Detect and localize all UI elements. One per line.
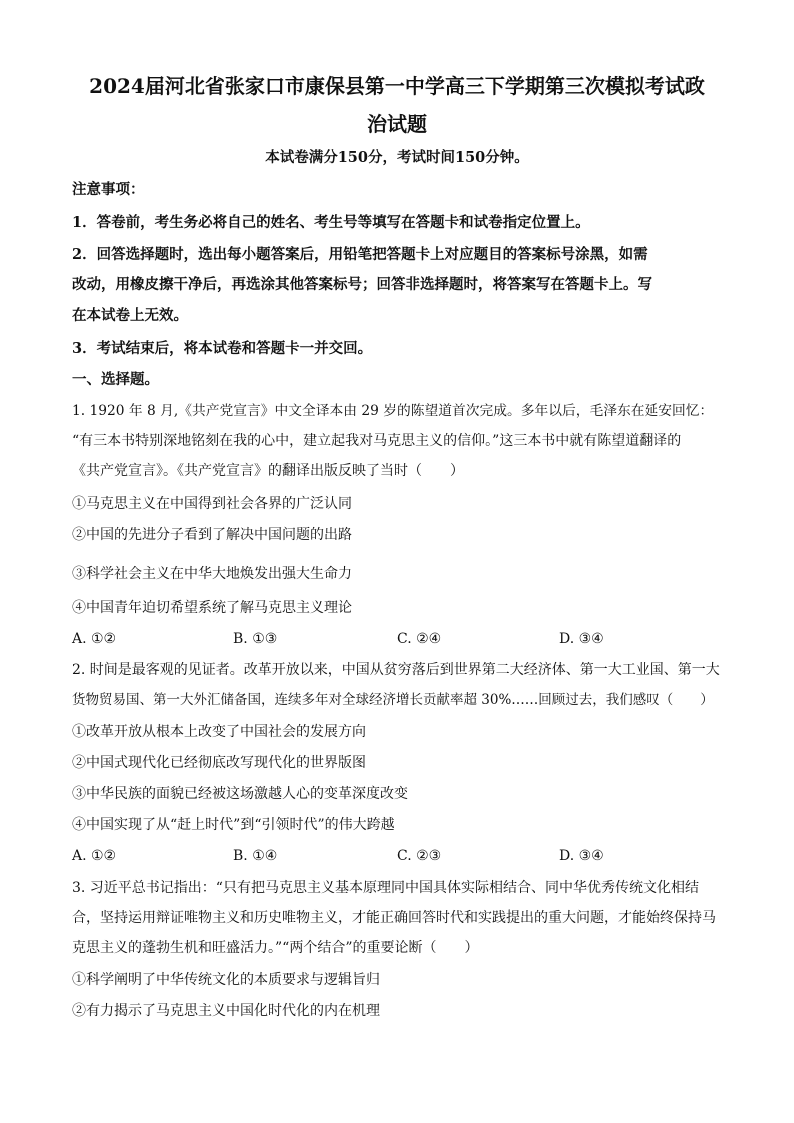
notice-2-line-2: 改动，用橡皮擦干净后，再选涂其他答案标号；回答非选择题时，将答案写在答题卡上。写	[72, 276, 652, 293]
q1-item-3: ③科学社会主义在中华大地焕发出强大生命力	[72, 566, 352, 582]
q2-option-b[interactable]: B. ①④	[233, 848, 278, 864]
q2-option-c[interactable]: C. ②③	[397, 848, 442, 864]
q1-item-2: ②中国的先进分子看到了解决中国问题的出路	[72, 527, 352, 543]
exam-subtitle: 本试卷满分150分，考试时间150分钟。	[265, 149, 529, 166]
exam-title-line-2: 治试题	[367, 112, 427, 136]
q1-stem-line-2: “有三本书特别深地铭刻在我的心中，建立起我对马克思主义的信仰。”这三本书中就有陈望道翻译的	[72, 433, 682, 449]
q3-stem-line-2: 合，坚持运用辩证唯物主义和历史唯物主义，才能正确回答时代和实践提出的重大问题，才能始终保持马	[72, 910, 716, 926]
notice-3: 3．考试结束后，将本试卷和答题卡一并交回。	[72, 340, 373, 357]
q1-stem-line-1: 1. 1920 年 8 月,《共产党宣言》中文全译本由 29 岁的陈望道首次完成。多年以后，毛泽东在延安回忆：	[72, 403, 714, 419]
q1-option-a[interactable]: A. ①②	[72, 631, 117, 647]
q1-option-c[interactable]: C. ②④	[397, 631, 442, 647]
q2-stem-line-2: 货物贸易国、第一大外汇储备国，连续多年对全球经济增长贡献率超 30%……回顾过去，我们感叹（ ）	[72, 692, 714, 708]
notice-heading: 注意事项：	[72, 181, 145, 198]
q1-option-b[interactable]: B. ①③	[233, 631, 278, 647]
q2-item-3: ③中华民族的面貌已经被这场激越人心的变革深度改变	[72, 786, 408, 802]
notice-2-line-1: 2．回答选择题时，选出每小题答案后，用铅笔把答题卡上对应题目的答案标号涂黑，如需	[72, 246, 648, 263]
q2-options	[72, 845, 722, 867]
q1-option-d[interactable]: D. ③④	[559, 631, 604, 647]
q1-stem-line-3: 《共产党宣言》。《共产党宣言》的翻译出版反映了当时（ ）	[72, 463, 464, 479]
q1-item-4: ④中国青年迫切希望系统了解马克思主义理论	[72, 600, 352, 616]
q3-stem-line-1: 3. 习近平总书记指出：“只有把马克思主义基本原理同中国具体实际相结合、同中华优秀传统文化相结	[72, 880, 699, 896]
q1-options	[72, 628, 722, 650]
q3-stem-line-3: 克思主义的蓬勃生机和旺盛活力。”“两个结合”的重要论断（ ）	[72, 940, 479, 956]
q2-item-2: ②中国式现代化已经彻底改写现代化的世界版图	[72, 755, 366, 771]
notice-1: 1．答卷前，考生务必将自己的姓名、考生号等填写在答题卡和试卷指定位置上。	[72, 214, 590, 231]
q2-item-4: ④中国实现了从“赶上时代”到“引领时代”的伟大跨越	[72, 817, 395, 833]
exam-title-line-1: 2024届河北省张家口市康保县第一中学高三下学期第三次模拟考试政	[89, 74, 705, 98]
q3-item-2: ②有力揭示了马克思主义中国化时代化的内在机理	[72, 1003, 380, 1019]
q1-item-1: ①马克思主义在中国得到社会各界的广泛认同	[72, 496, 352, 512]
notice-2-line-3: 在本试卷上无效。	[72, 307, 188, 324]
q3-item-1: ①科学阐明了中华传统文化的本质要求与逻辑旨归	[72, 972, 380, 988]
q2-option-a[interactable]: A. ①②	[72, 848, 117, 864]
q2-item-1: ①改革开放从根本上改变了中国社会的发展方向	[72, 724, 366, 740]
q2-option-d[interactable]: D. ③④	[559, 848, 604, 864]
section-heading: 一、选择题。	[72, 371, 159, 388]
q2-stem-line-1: 2. 时间是最客观的见证者。改革开放以来，中国从贫穷落后到世界第二大经济体、第一大工业国、第一大	[72, 662, 720, 678]
